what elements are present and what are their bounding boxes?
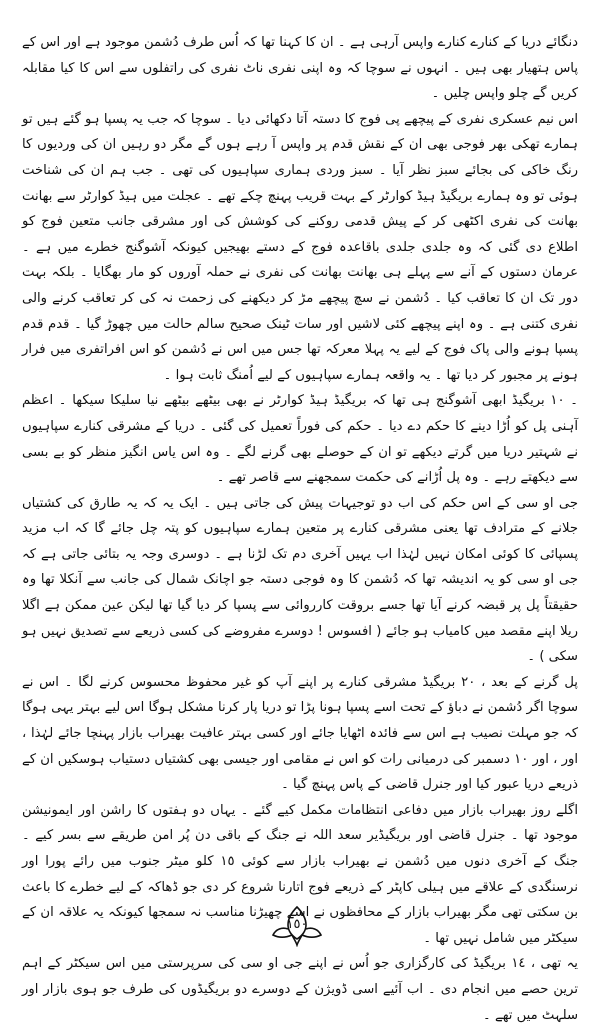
paragraph-3: ۔ ١٠ بریگیڈ ابھی آشوگنج ہی تھا کہ بریگیڈ ہیڈ کوارٹر نے بھی بیٹھے بیٹھے نیا سلیکا سیکھا ۔ اعظم آہنی پل کو اُڑا دینے کا حکم دے دیا ۔ حکم کی فوراً تعمیل کی گئی ۔ دریا کے مشرقی کنارے سپاہیوں نے شہتیر دریا میں گرتے دیکھے تو ان کے حوصلے بھی گرنے لگے ۔ وہ اس یاس انگیز منظر کو بے بسی سے دیکھتے رہے ۔ وہ پل اُڑانے کی حکمت سمجھنے سے قاصر تھے ۔ [22,393,578,486]
page-number-ornament [270,905,324,947]
body-text [22,30,578,1028]
paragraph-1: دنگائے دریا کے کنارے کنارے واپس آرہی ہے ۔ ان کا کہنا تھا کہ اُس طرف دُشمن موجود ہے اور اس کے پاس ہتھیار بھی ہیں ۔ انہوں نے سوچا کہ وہ اپنی نفری ناٹ نفری کی راتفلوں سے اس کا کیا مقابلہ کریں گے چلو واپس چلیں ۔ [22,35,578,102]
paragraph-2: اس نیم عسکری نفری کے پیچھے پی فوج کا دستہ آتا دکھائی دیا ۔ سوچا کہ جب یہ پسپا ہو گئے ہیں تو ہمارے تھکی بھر فوجی بھی ان کے نقش قدم پر واپس آ رہے ہوں گے مگر دو رہیں ان کی وردیوں کا رنگ خاکی کی بجائے سبز نظر آیا ۔ سبز وردی ہماری سپاہیوں کی تھی ۔ جب ہم ان کی شناخت ہوئی تو وہ ہمارے بریگیڈ ہیڈ کوارٹر کے بہت قریب پہنچ چکے تھے ۔ عجلت میں ہیڈ کوارٹر سے بھانت بھانت کی نفری اکٹھی کر کے پیش قدمی روکنے کی کوشش کی اور مشرقی جانب متعین فوج کو اطلاع دی گئی کہ وہ جلدی جلدی باقاعدہ فوج کے دستے بھیجیں کیونکہ آشوگنج خطرے میں ہے ۔ عرمان دستوں کے آنے سے پہلے ہی بھانت بھانت کی نفری نے حملہ آوروں کو مار بھگایا ۔ بلکہ بہت دور تک ان کا تعاقب کیا ۔ دُشمن نے سچ پیچھے مڑ کر دیکھنے کی زحمت نہ کی کر تعاقب کرنے والی نفری کتنی ہے ۔ وہ اپنے پیچھے کئی لاشیں اور سات ٹینک صحیح سالم حالت میں چھوڑ گیا ۔ قدم قدم پسپا ہونے والی پاک فوج کے لیے یہ پہلا معرکہ تھا جس میں اس نے دُشمن کو اس افراتفری میں فرار ہونے پر مجبور کر دیا تھا ۔ یہ واقعہ ہمارے سپاہیوں کے لیے اُمنگ ثابت ہوا ۔ [22,111,578,383]
page-number: ١٥٠ [286,917,308,932]
paragraph-5: پل گرنے کے بعد ، ٢٠ بریگیڈ مشرقی کنارے پر اپنے آپ کو غیر محفوظ محسوس کرنے لگا ۔ اس نے سوچا اگر دُشمن نے دباؤ کے تحت اسے پسپا ہونا پڑا تو دریا پار کرنا مشکل ہوگا اس لیے بہتر یہی ہوگا کہ جو مہلت نصیب ہے اس سے فائدہ اٹھایا جائے اور کسی بہتر عافیت بھیراب بازار پہنچا جائے لہٰذا ، اور ، اور ١٠ دسمبر کی درمیانی رات کو اس نے مقامی اور جیسی بھی کشتیاں دستیاب ہوسکیں ان کے ذریعے دریا عبور کیا اور جنرل قاضی کے پاس پہنچ گیا ۔ [22,674,579,793]
paragraph-4: جی او سی کے اس حکم کی اب دو توجیہات پیش کی جاتی ہیں ۔ ایک یہ کہ یہ طارق کی کشتیاں جلانے کے مترادف تھا یعنی مشرقی کنارے پر متعین ہمارے سپاہیوں کو پتہ چل جائے گا کہ اب مزید پسپائی کا کوئی امکان نہیں لہٰذا اب یہیں آخری دم تک لڑنا ہے ۔ دوسری وجہ یہ بتائی جاتی ہے کہ جی او سی کو یہ اندیشہ تھا کہ دُشمن کا وہ فوجی دستہ جو اچانک شمال کی جانب سے آنکلا تھا وہ حقیقتاً پل پر قبضہ کرنے آیا تھا جسے بروقت کارروائی سے پسپا کر دیا گیا تھا لیکن عین ممکن ہے اگلا ریلا اپنے مقصد میں کامیاب ہو جائے ( افسوس ! دوسرے مفروضے کی کسی ذریعے سے تصدیق نہیں ہو سکی ) ۔ [22,495,578,665]
paragraph-7: یہ تھی ، ١٤ بریگیڈ کی کارگزاری جو اُس نے اپنے جی او سی کی سرپرستی میں اس سیکٹر کے اہم ترین حصے میں انجام دی ۔ اب آئیے اسی ڈویژن کے دوسرے دو بریگیڈوں کی طرف جو ہوی بازار اور سلہٹ میں تھے ۔ [22,956,578,1023]
paragraph-6: اگلے روز بھیراب بازار میں دفاعی انتظامات مکمل کیے گئے ۔ یہاں دو ہفتوں کا راشن اور ایمونیشن موجود تھا ۔ جنرل قاضی اور بریگیڈیر سعد اللہ نے جنگ کے باقی دن پُر امن طریقے سے بسر کیے ۔ جنگ کے آخری دنوں میں دُشمن نے بھیراب بازار سے کوئی ١٥ کلو میٹر جنوب میں رائے پورا اور نرسنگدی کے علاقے میں ہیلی کاپٹر کے ذریعے فوج اتارنا شروع کر دی جو ڈھاکہ کے لیے خطرے کا باعث بن سکتی تھی مگر بھیراب بازار کے محافظوں نے اسے چھیڑنا مناسب نہ سمجھا کیونکہ یہ علاقہ ان کے سیکٹر میں شامل نہیں تھا ۔ [22,802,578,946]
